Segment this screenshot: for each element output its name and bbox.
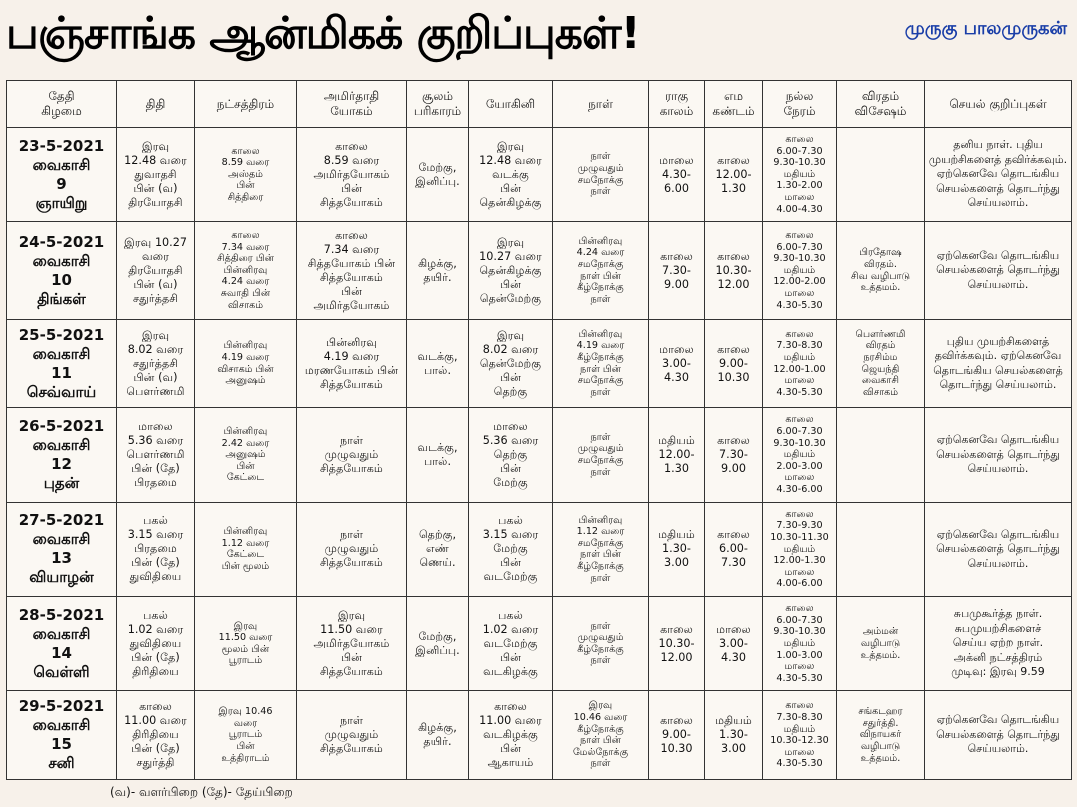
cell-thithi: காலை 11.00 வரை திரிதியை பின் (தே) சதுர்த்தி	[117, 691, 195, 780]
panchangam-table-wrapper	[6, 80, 1071, 780]
cell-thithi: பகல் 1.02 வரை துவிதியை பின் (தே) திரிதியை	[117, 597, 195, 691]
cell-naal: நாள் முழுவதும் சமநோக்கு நாள்	[553, 128, 649, 222]
cell-yogini: மாலை 5.36 வரை தெற்கு பின் மேற்கு	[469, 408, 553, 502]
column-header-date: தேதி கிழமை	[7, 81, 117, 128]
cell-nakshatra: பின்னிரவு 4.19 வரை விசாகம் பின் அனுஷம்	[195, 319, 297, 408]
column-header-soolam: சூலம் பரிகாரம்	[407, 81, 469, 128]
column-header-nakshatra: நட்சத்திரம்	[195, 81, 297, 128]
cell-naal: பின்னிரவு 4.19 வரை கீழ்நோக்கு நாள் பின் சமநோக்கு நாள்	[553, 319, 649, 408]
table-header-row	[7, 81, 1072, 128]
cell-ragu: காலை 10.30- 12.00	[649, 597, 705, 691]
cell-viratham: பௌர்ணமி விரதம் நரசிம்ம ஜெயந்தி வைகாசி விசாகம்	[837, 319, 925, 408]
cell-notes: புதிய முயற்சிகளைத் தவிர்க்கவும். ஏற்கெனவே தொடங்கிய செயல்களைத் தொடர்ந்து செய்யலாம்.	[925, 319, 1072, 408]
table-row	[7, 502, 1072, 596]
cell-ema: காலை 12.00- 1.30	[705, 128, 763, 222]
table-row	[7, 408, 1072, 502]
cell-thithi: இரவு 8.02 வரை சதுர்த்தசி பின் (வ) பௌர்ணமி	[117, 319, 195, 408]
cell-naal: நாள் முழுவதும் சமநோக்கு நாள்	[553, 408, 649, 502]
table-row	[7, 691, 1072, 780]
cell-soolam: மேற்கு, இனிப்பு.	[407, 128, 469, 222]
cell-nalla: காலை 6.00-7.30 9.30-10.30 மதியம் 2.00-3.00 மாலை 4.30-6.00	[763, 408, 837, 502]
cell-soolam: கிழக்கு, தயிர்.	[407, 691, 469, 780]
cell-notes: தனிய நாள். புதிய முயற்சிகளைத் தவிர்க்கவும். ஏற்கெனவே தொடங்கிய செயல்களைத் தொடர்ந்து செய்யலாம்.	[925, 128, 1072, 222]
cell-naal: நாள் முழுவதும் கீழ்நோக்கு நாள்	[553, 597, 649, 691]
cell-notes: ஏற்கெனவே தொடங்கிய செயல்களைத் தொடர்ந்து செய்யலாம்.	[925, 222, 1072, 320]
cell-yogini: இரவு 12.48 வரை வடக்கு பின் தென்கிழக்கு	[469, 128, 553, 222]
cell-yogini: காலை 11.00 வரை வடகிழக்கு பின் ஆகாயம்	[469, 691, 553, 780]
cell-date: 29-5-2021 வைகாசி 15 சனி	[7, 691, 117, 780]
cell-viratham	[837, 502, 925, 596]
cell-viratham	[837, 408, 925, 502]
cell-ragu: மாலை 3.00- 4.30	[649, 319, 705, 408]
cell-ema: காலை 10.30- 12.00	[705, 222, 763, 320]
cell-soolam: தெற்கு, எண் ணெய்.	[407, 502, 469, 596]
cell-notes: ஏற்கெனவே தொடங்கிய செயல்களைத் தொடர்ந்து செய்யலாம்.	[925, 408, 1072, 502]
cell-thithi: இரவு 12.48 வரை துவாதசி பின் (வ) திரயோதசி	[117, 128, 195, 222]
cell-notes: சுபமுகூர்த்த நாள். சுபமுயற்சிகளைச் செய்ய ஏற்ற நாள். அக்னி நட்சத்திரம் முடிவு: இரவு 9.59	[925, 597, 1072, 691]
cell-yogini: இரவு 8.02 வரை தென்மேற்கு பின் தெற்கு	[469, 319, 553, 408]
cell-yogini: பகல் 1.02 வரை வடமேற்கு பின் வடகிழக்கு	[469, 597, 553, 691]
cell-viratham: சங்கடஹர சதுர்த்தி. விநாயகர் வழிபாடு உத்தமம்.	[837, 691, 925, 780]
cell-nakshatra: பின்னிரவு 1.12 வரை கேட்டை பின் மூலம்	[195, 502, 297, 596]
cell-ragu: காலை 9.00- 10.30	[649, 691, 705, 780]
table-body	[7, 128, 1072, 780]
column-header-ragu: ராகு காலம்	[649, 81, 705, 128]
cell-soolam: மேற்கு, இனிப்பு.	[407, 597, 469, 691]
cell-ema: மாலை 3.00- 4.30	[705, 597, 763, 691]
cell-nakshatra: காலை 7.34 வரை சித்திரை பின் பின்னிரவு 4.24 வரை சுவாதி பின் விசாகம்	[195, 222, 297, 320]
cell-ema: காலை 7.30- 9.00	[705, 408, 763, 502]
cell-yogini: இரவு 10.27 வரை தென்கிழக்கு பின் தென்மேற்கு	[469, 222, 553, 320]
table-row	[7, 597, 1072, 691]
table-row	[7, 128, 1072, 222]
cell-date: 23-5-2021 வைகாசி 9 ஞாயிறு	[7, 128, 117, 222]
cell-notes: ஏற்கெனவே தொடங்கிய செயல்களைத் தொடர்ந்து செய்யலாம்.	[925, 502, 1072, 596]
column-header-amirthathi: அமிர்தாதி யோகம்	[297, 81, 407, 128]
cell-ragu: மதியம் 12.00- 1.30	[649, 408, 705, 502]
cell-nalla: காலை 7.30-9.30 10.30-11.30 மதியம் 12.00-1.30 மாலை 4.00-6.00	[763, 502, 837, 596]
cell-thithi: பகல் 3.15 வரை பிரதமை பின் (தே) துவிதியை	[117, 502, 195, 596]
cell-nakshatra: இரவு 11.50 வரை மூலம் பின் பூராடம்	[195, 597, 297, 691]
cell-naal: பின்னிரவு 1.12 வரை சமநோக்கு நாள் பின் கீழ்நோக்கு நாள்	[553, 502, 649, 596]
cell-viratham	[837, 128, 925, 222]
table-row	[7, 319, 1072, 408]
cell-naal: இரவு 10.46 வரை கீழ்நோக்கு நாள் பின் மேல்நோக்கு நாள்	[553, 691, 649, 780]
cell-naal: பின்னிரவு 4.24 வரை சமநோக்கு நாள் பின் கீழ்நோக்கு நாள்	[553, 222, 649, 320]
cell-nalla: காலை 6.00-7.30 9.30-10.30 மதியம் 1.00-3.00 மாலை 4.30-5.30	[763, 597, 837, 691]
column-header-viratham: விரதம் விசேஷம்	[837, 81, 925, 128]
author-name: முருகு பாலமுருகன்	[904, 18, 1067, 39]
cell-amirthathi: நாள் முழுவதும் சித்தயோகம்	[297, 691, 407, 780]
cell-date: 28-5-2021 வைகாசி 14 வெள்ளி	[7, 597, 117, 691]
cell-nalla: காலை 6.00-7.30 9.30-10.30 மதியம் 1.30-2.00 மாலை 4.00-4.30	[763, 128, 837, 222]
panchangam-table	[6, 80, 1072, 780]
cell-ragu: காலை 7.30- 9.00	[649, 222, 705, 320]
cell-nakshatra: பின்னிரவு 2.42 வரை அனுஷம் பின் கேட்டை	[195, 408, 297, 502]
cell-amirthathi: பின்னிரவு 4.19 வரை மரணயோகம் பின் சித்தயோகம்	[297, 319, 407, 408]
cell-soolam: வடக்கு, பால்.	[407, 319, 469, 408]
cell-soolam: வடக்கு, பால்.	[407, 408, 469, 502]
cell-nakshatra: இரவு 10.46 வரை பூராடம் பின் உத்திராடம்	[195, 691, 297, 780]
page-title: பஞ்சாங்க ஆன்மிகக் குறிப்புகள்!	[6, 8, 640, 59]
cell-amirthathi: இரவு 11.50 வரை அமிர்தயோகம் பின் சித்தயோகம்	[297, 597, 407, 691]
cell-nakshatra: காலை 8.59 வரை அஸ்தம் பின் சித்திரை	[195, 128, 297, 222]
cell-notes: ஏற்கெனவே தொடங்கிய செயல்களைத் தொடர்ந்து செய்யலாம்.	[925, 691, 1072, 780]
cell-date: 27-5-2021 வைகாசி 13 வியாழன்	[7, 502, 117, 596]
cell-thithi: இரவு 10.27 வரை திரயோதசி பின் (வ) சதுர்த்தசி	[117, 222, 195, 320]
cell-nalla: காலை 7.30-8.30 மதியம் 12.00-1.00 மாலை 4.30-5.30	[763, 319, 837, 408]
cell-viratham: பிரதோஷ விரதம். சிவ வழிபாடு உத்தமம்.	[837, 222, 925, 320]
cell-ema: காலை 9.00- 10.30	[705, 319, 763, 408]
cell-amirthathi: நாள் முழுவதும் சித்தயோகம்	[297, 408, 407, 502]
cell-nalla: காலை 6.00-7.30 9.30-10.30 மதியம் 12.00-2.00 மாலை 4.30-5.30	[763, 222, 837, 320]
cell-thithi: மாலை 5.36 வரை பௌர்ணமி பின் (தே) பிரதமை	[117, 408, 195, 502]
cell-yogini: பகல் 3.15 வரை மேற்கு பின் வடமேற்கு	[469, 502, 553, 596]
cell-ragu: மாலை 4.30- 6.00	[649, 128, 705, 222]
table-row	[7, 222, 1072, 320]
cell-ema: மதியம் 1.30- 3.00	[705, 691, 763, 780]
column-header-notes: செயல் குறிப்புகள்	[925, 81, 1072, 128]
cell-amirthathi: காலை 7.34 வரை சித்தயோகம் பின் சித்தயோகம் பின் அமிர்தயோகம்	[297, 222, 407, 320]
cell-date: 25-5-2021 வைகாசி 11 செவ்வாய்	[7, 319, 117, 408]
cell-amirthathi: காலை 8.59 வரை அமிர்தயோகம் பின் சித்தயோகம்	[297, 128, 407, 222]
cell-soolam: கிழக்கு, தயிர்.	[407, 222, 469, 320]
column-header-nalla: நல்ல நேரம்	[763, 81, 837, 128]
column-header-ema: எம கண்டம்	[705, 81, 763, 128]
column-header-naal: நாள்	[553, 81, 649, 128]
cell-date: 26-5-2021 வைகாசி 12 புதன்	[7, 408, 117, 502]
cell-nalla: காலை 7.30-8.30 மதியம் 10.30-12.30 மாலை 4.30-5.30	[763, 691, 837, 780]
cell-ema: காலை 6.00- 7.30	[705, 502, 763, 596]
column-header-thithi: திதி	[117, 81, 195, 128]
cell-ragu: மதியம் 1.30- 3.00	[649, 502, 705, 596]
column-header-yogini: யோகினி	[469, 81, 553, 128]
cell-viratham: அம்மன் வழிபாடு உத்தமம்.	[837, 597, 925, 691]
cell-date: 24-5-2021 வைகாசி 10 திங்கள்	[7, 222, 117, 320]
legend-note: (வ)- வளர்பிறை (தே)- தேய்பிறை	[110, 785, 293, 799]
cell-amirthathi: நாள் முழுவதும் சித்தயோகம்	[297, 502, 407, 596]
